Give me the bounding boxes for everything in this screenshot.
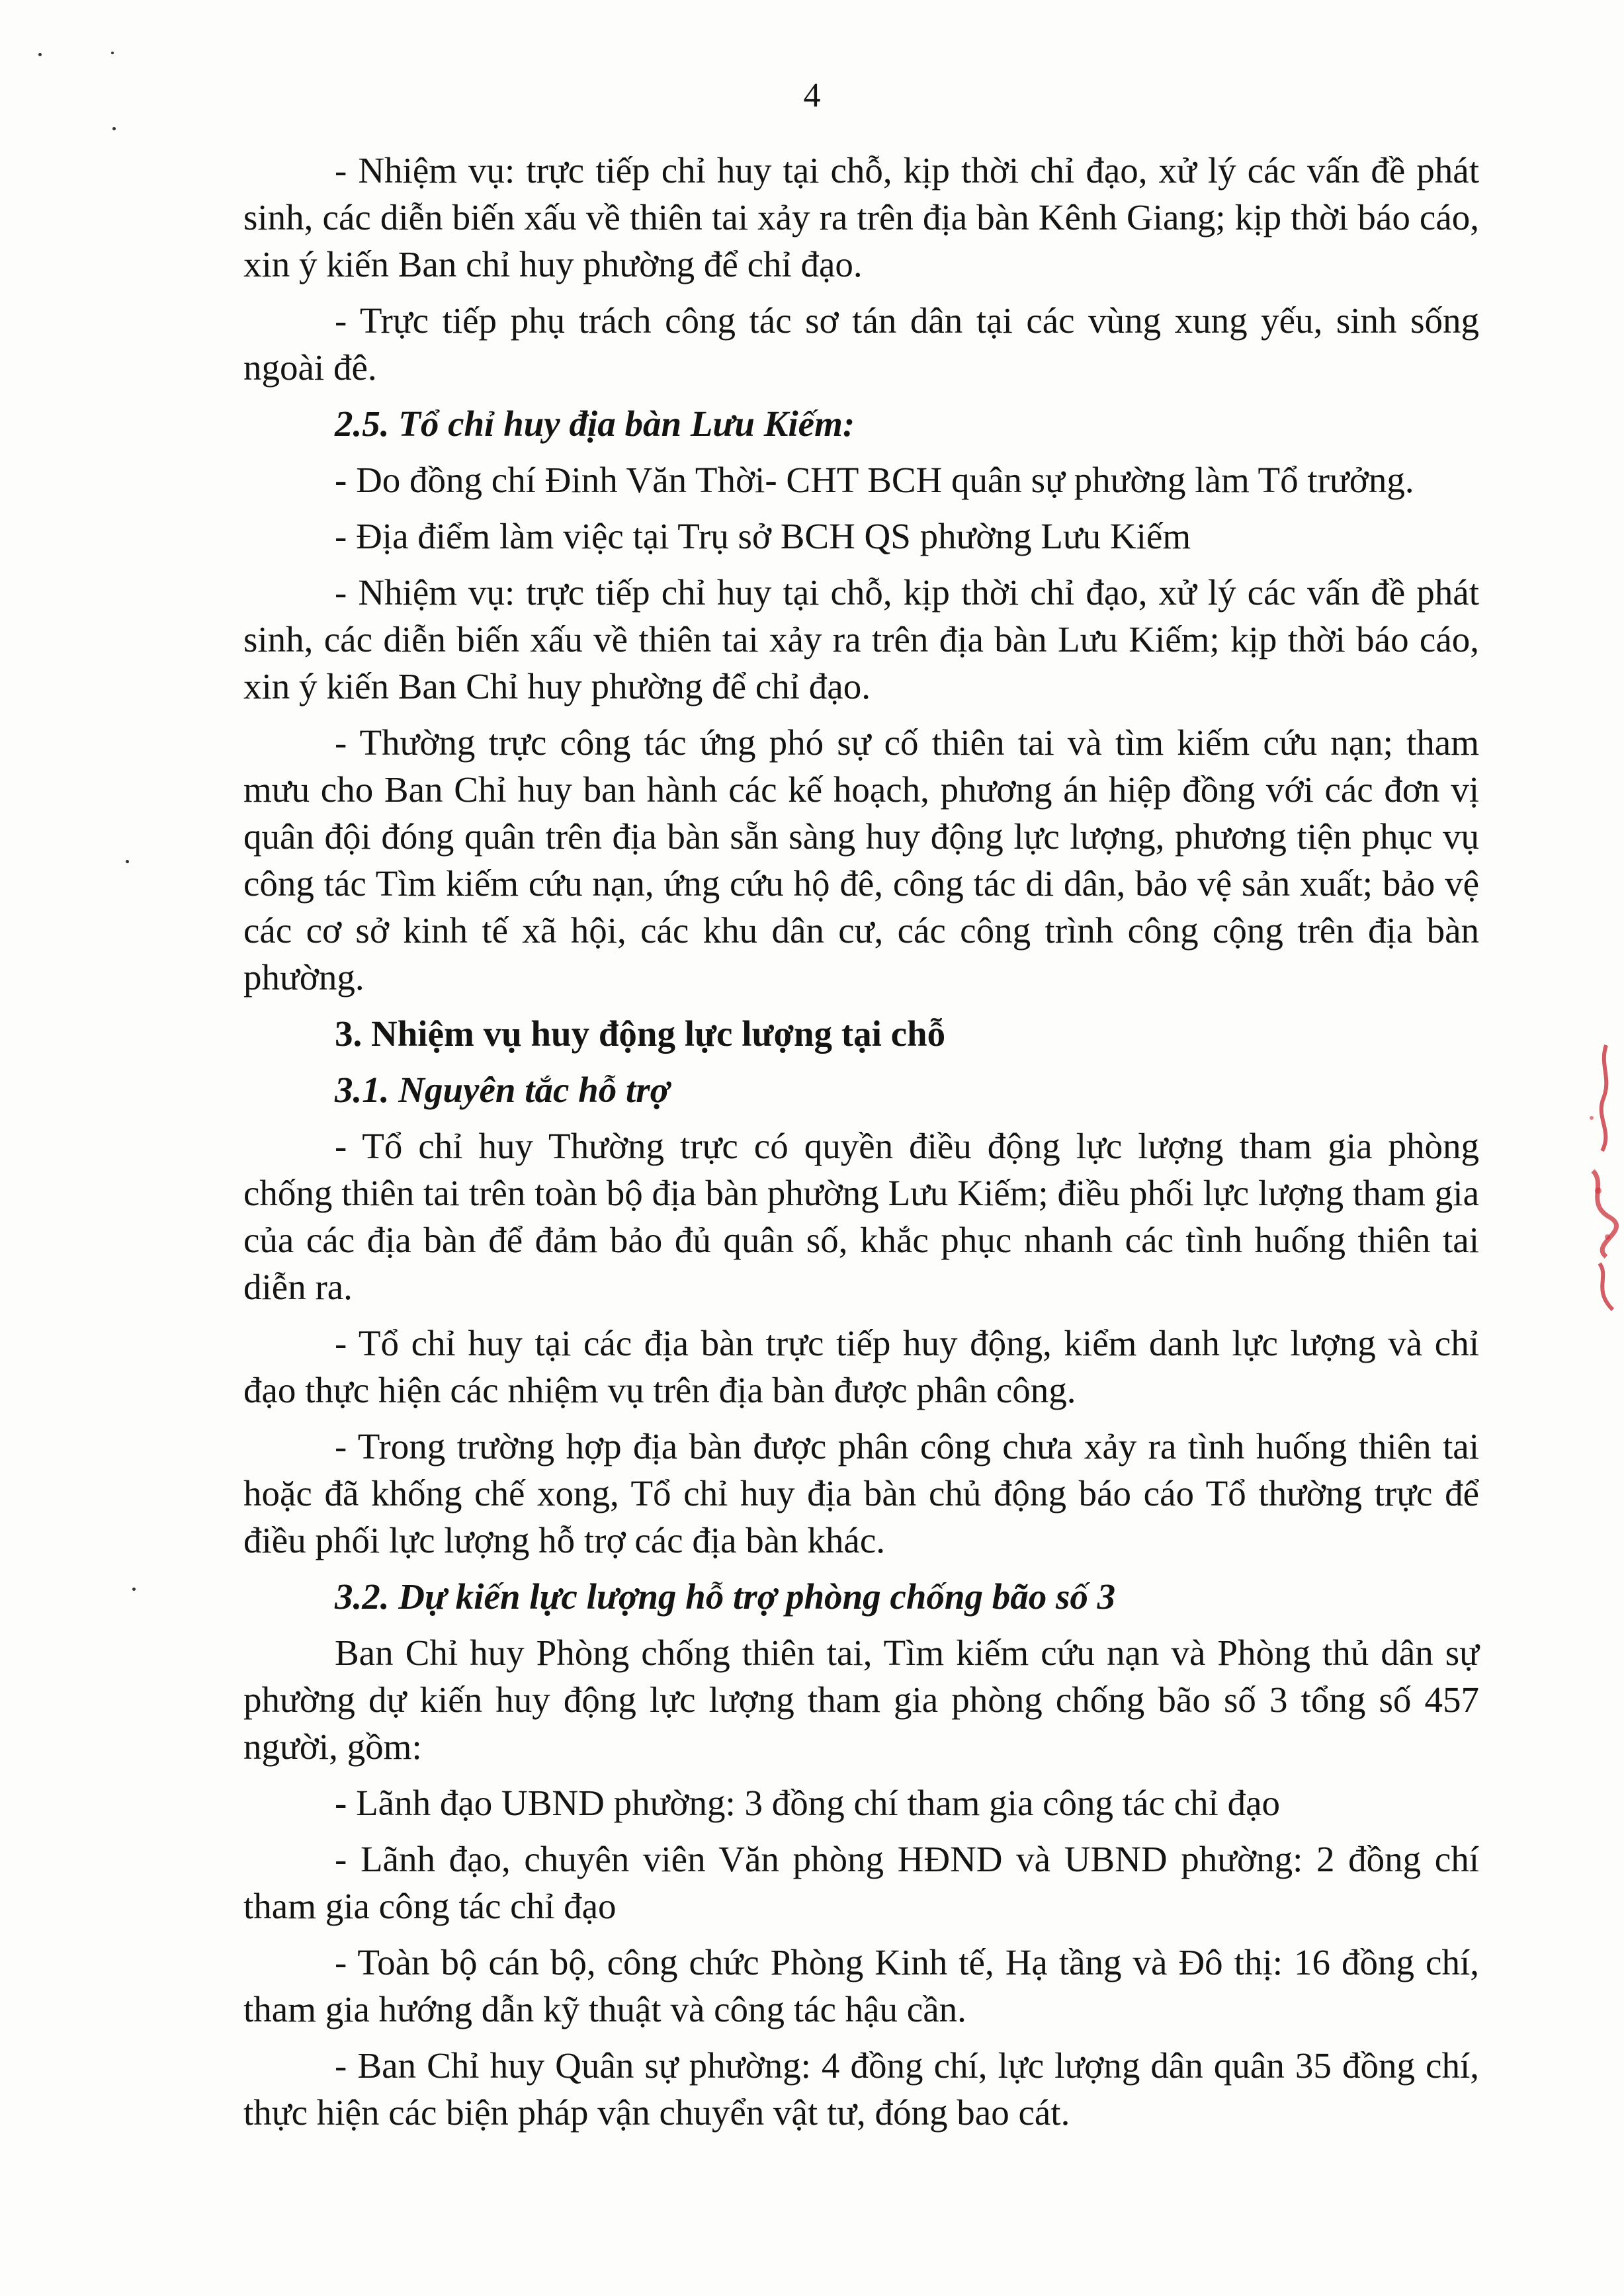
scan-speck bbox=[126, 860, 129, 863]
red-stamp-edge bbox=[1580, 1039, 1619, 1330]
paragraph: - Địa điểm làm việc tại Trụ sở BCH QS phường Lưu Kiếm bbox=[335, 516, 1191, 556]
paragraph: - Thường trực công tác ứng phó sự cố thiên tai và tìm kiếm cứu nạn; tham mưu cho Ban Chỉ huy ban hành các kế hoạch, phương án hiệp đồng với các đơn vị quân đội đóng quân trên địa bàn sẵn sàng huy động lực lượng, phương tiện phục vụ công tác Tìm kiếm cứu nạn, ứng cứu hộ đê, công tác di dân, bảo vệ sản xuất; bảo vệ các cơ sở kinh tế xã hội, các khu dân cư, các công trình công cộng trên địa bàn phường. bbox=[243, 722, 1479, 998]
paragraph: - Tổ chỉ huy tại các địa bàn trực tiếp huy động, kiểm danh lực lượng và chỉ đạo thực hiện các nhiệm vụ trên địa bàn được phân công. bbox=[243, 1323, 1479, 1410]
subsection-heading: 3.1. Nguyên tắc hỗ trợ bbox=[335, 1070, 670, 1110]
paragraph: - Nhiệm vụ: trực tiếp chỉ huy tại chỗ, kịp thời chỉ đạo, xử lý các vấn đề phát sinh, các diễn biến xấu về thiên tai xảy ra trên địa bàn Lưu Kiếm; kịp thời báo cáo, xin ý kiến Ban Chỉ huy phường để chỉ đạo. bbox=[243, 572, 1479, 706]
subsection-heading: 3.2. Dự kiến lực lượng hỗ trợ phòng chống bão số 3 bbox=[335, 1576, 1116, 1617]
paragraph: - Lãnh đạo UBND phường: 3 đồng chí tham gia công tác chỉ đạo bbox=[335, 1783, 1280, 1823]
paragraph: Ban Chỉ huy Phòng chống thiên tai, Tìm kiếm cứu nạn và Phòng thủ dân sự phường dự kiến huy động lực lượng tham gia phòng chống bão số 3 tổng số 457 người, gồm: bbox=[243, 1633, 1479, 1767]
scan-speck bbox=[38, 53, 42, 56]
paragraph: - Nhiệm vụ: trực tiếp chỉ huy tại chỗ, kịp thời chỉ đạo, xử lý các vấn đề phát sinh, các diễn biến xấu về thiên tai xảy ra trên địa bàn Kênh Giang; kịp thời báo cáo, xin ý kiến Ban chỉ huy phường để chỉ đạo. bbox=[243, 150, 1479, 284]
paragraph: - Trong trường hợp địa bàn được phân công chưa xảy ra tình huống thiên tai hoặc đã khống chế xong, Tổ chỉ huy địa bàn chủ động báo cáo Tổ thường trực để điều phối lực lượng hỗ trợ các địa bàn khác. bbox=[243, 1426, 1479, 1560]
paragraph: - Lãnh đạo, chuyên viên Văn phòng HĐND và UBND phường: 2 đồng chí tham gia công tác chỉ đạo bbox=[243, 1839, 1479, 1926]
scan-speck bbox=[111, 52, 114, 54]
paragraph: - Toàn bộ cán bộ, công chức Phòng Kinh tế, Hạ tầng và Đô thị: 16 đồng chí, tham gia hướng dẫn kỹ thuật và công tác hậu cần. bbox=[243, 1942, 1479, 2029]
paragraph: - Ban Chỉ huy Quân sự phường: 4 đồng chí, lực lượng dân quân 35 đồng chí, thực hiện các biện pháp vận chuyển vật tư, đóng bao cát. bbox=[243, 2045, 1479, 2133]
section-heading: 3. Nhiệm vụ huy động lực lượng tại chỗ bbox=[335, 1013, 946, 1054]
document-body bbox=[243, 147, 1479, 2145]
scan-speck bbox=[132, 1588, 136, 1591]
paragraph: - Trực tiếp phụ trách công tác sơ tán dân tại các vùng xung yếu, sinh sống ngoài đê. bbox=[243, 300, 1479, 388]
scan-speck bbox=[112, 127, 116, 130]
page-number: 4 bbox=[803, 77, 821, 114]
paragraph: - Tổ chỉ huy Thường trực có quyền điều động lực lượng tham gia phòng chống thiên tai trên toàn bộ địa bàn phường Lưu Kiếm; điều phối lực lượng tham gia của các địa bàn để đảm bảo đủ quân số, khắc phục nhanh các tình huống thiên tai diễn ra. bbox=[243, 1126, 1479, 1307]
section-heading: 2.5. Tổ chỉ huy địa bàn Lưu Kiếm: bbox=[335, 404, 855, 444]
paragraph: - Do đồng chí Đinh Văn Thời- CHT BCH quân sự phường làm Tổ trưởng. bbox=[335, 460, 1414, 500]
